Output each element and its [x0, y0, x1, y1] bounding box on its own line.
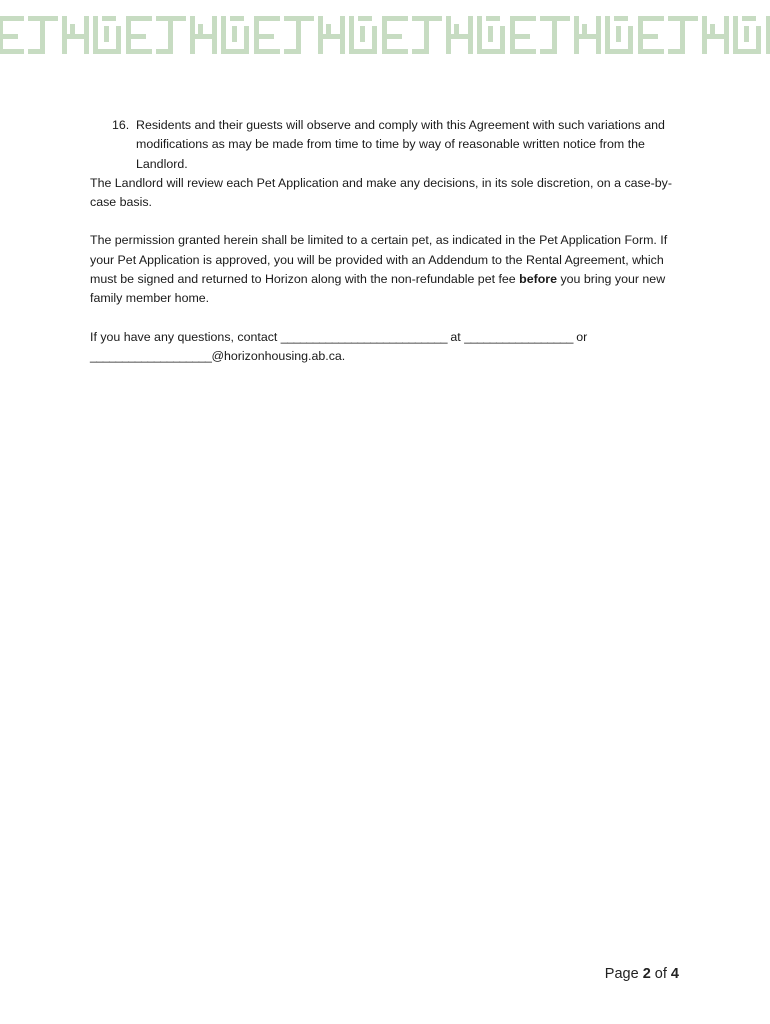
- list-item-16: [90, 116, 680, 174]
- contact-or: or: [572, 329, 588, 344]
- contact-email-domain: @horizonhousing.ab.ca.: [211, 348, 346, 363]
- contact-name-blank: __________________________: [280, 329, 447, 344]
- contact-intro: If you have any questions, contact: [90, 329, 281, 344]
- permission-text: If your Pet Application is approved, you will be provided with an Addendum to the Rental Agreement, which must be signed and returned to Horizon along with the non-refundable pet fee: [90, 233, 668, 287]
- permission-text-end: you bring your new family member home.: [90, 272, 666, 306]
- list-number: 16.: [112, 118, 130, 132]
- contact-paragraph: [90, 328, 680, 367]
- header-pattern-band: [0, 0, 770, 62]
- list-item-text: Residents and their guests will observe and comply with this Agreement with such variations and modifications as may be made from time to time by way of reasonable written notice from the Landlord.: [136, 118, 665, 171]
- footer-page-word: Page: [604, 966, 643, 982]
- page-number-footer: [605, 966, 679, 982]
- permission-bold-text: before: [519, 272, 558, 287]
- contact-at: at: [446, 329, 465, 344]
- footer-current-page: 2: [642, 966, 651, 982]
- permission-line-1: The permission granted herein shall be limited to a certain pet, as indicated in the Pet Application Form.: [90, 233, 657, 248]
- footer-total-pages: 4: [670, 966, 679, 982]
- contact-email-blank: ___________________: [90, 348, 212, 363]
- permission-paragraph: [90, 231, 680, 308]
- greek-key-pattern-icon: [0, 0, 770, 62]
- contact-phone-blank: _________________: [464, 329, 573, 344]
- document-body: [90, 116, 680, 366]
- review-paragraph: The Landlord will review each Pet Application and make any decisions, in its sole discretion, on a case-by-case basis.: [90, 175, 672, 210]
- footer-of-word: of: [650, 966, 671, 982]
